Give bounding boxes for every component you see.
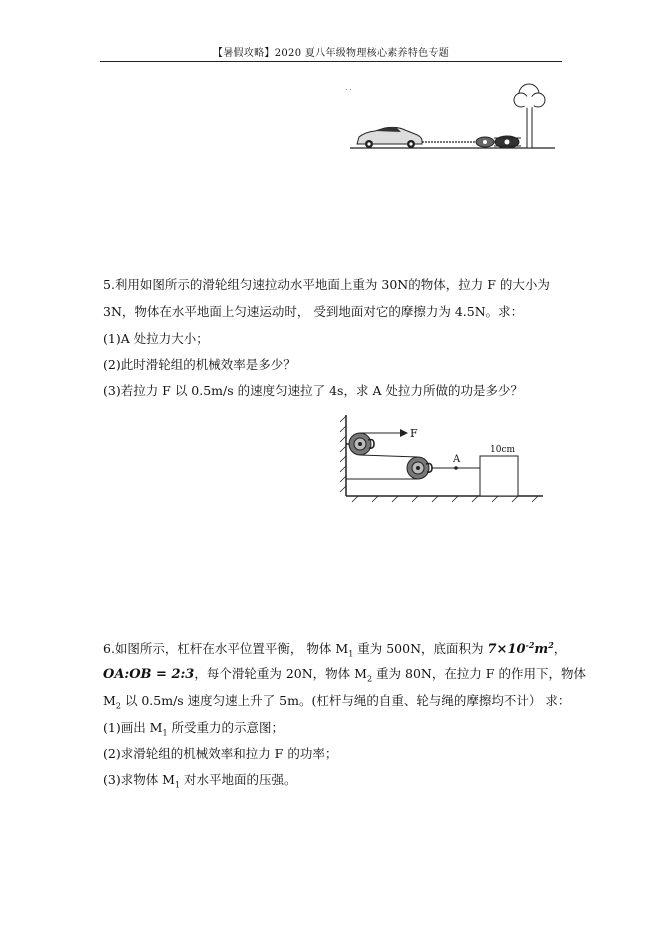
pulley-figure bbox=[338, 410, 548, 505]
q6-line-6: (3)求物体 $M_1$ 对水平地面的压强。 bbox=[103, 772, 297, 790]
point-a-label: A bbox=[453, 454, 461, 465]
force-label: F bbox=[410, 427, 418, 440]
pulley-block-icon bbox=[476, 136, 521, 148]
car-icon bbox=[357, 127, 422, 148]
q6-line-3: $M_2$ 以 0.5m/s 速度匀速上升了 5m。(杠杆与绳的自重、轮与绳的摩擦均不计） 求： bbox=[103, 693, 571, 711]
area-value: 7×10 bbox=[487, 642, 526, 658]
ratio-formula: OA:OB = 2:3 bbox=[103, 667, 195, 682]
figure-dots: . . bbox=[345, 84, 352, 92]
car-tree-figure bbox=[345, 82, 560, 154]
q6-line-4: (1)画出 $M_1$ 所受重力的示意图； bbox=[103, 720, 285, 738]
q5-line-4: (2)此时滑轮组的机械效率是多少？ bbox=[103, 357, 296, 372]
q5-line-2: 3N，物体在水平地面上匀速运动时， 受到地面对它的摩擦力为 4.5N。求： bbox=[103, 304, 524, 319]
q6-line-2: OA:OB = 2:3，每个滑轮重为 20N，物体 $M_2$ 重为 80N，在拉力 F 的作用下，物体 bbox=[103, 666, 586, 684]
header-divider bbox=[100, 61, 562, 62]
q6-line-5: (2)求滑轮组的机械效率和拉力 F 的功率； bbox=[103, 746, 338, 761]
q6-line-1: 6.如图所示，杠杆在水平位置平衡， 物体 $M_1$ 重为 500N，底面积为 $7\times 10^{-2}m^2$， bbox=[103, 640, 567, 659]
q5-line-3: (1)A 处拉力大小； bbox=[103, 331, 209, 346]
q5-line-5: (3)若拉力 F 以 0.5m/s 的速度匀速拉了 4s，求 A 处拉力所做的功是多少？ bbox=[103, 383, 523, 398]
box-size-label: 10cm bbox=[490, 445, 516, 455]
page-header: 【暑假攻略】2020 夏八年级物理核心素养特色专题 bbox=[212, 48, 450, 59]
q5-line-1: 5.利用如图所示的滑轮组匀速拉动水平地面上重为 30N的物体，拉力 F 的大小为 bbox=[103, 277, 550, 292]
